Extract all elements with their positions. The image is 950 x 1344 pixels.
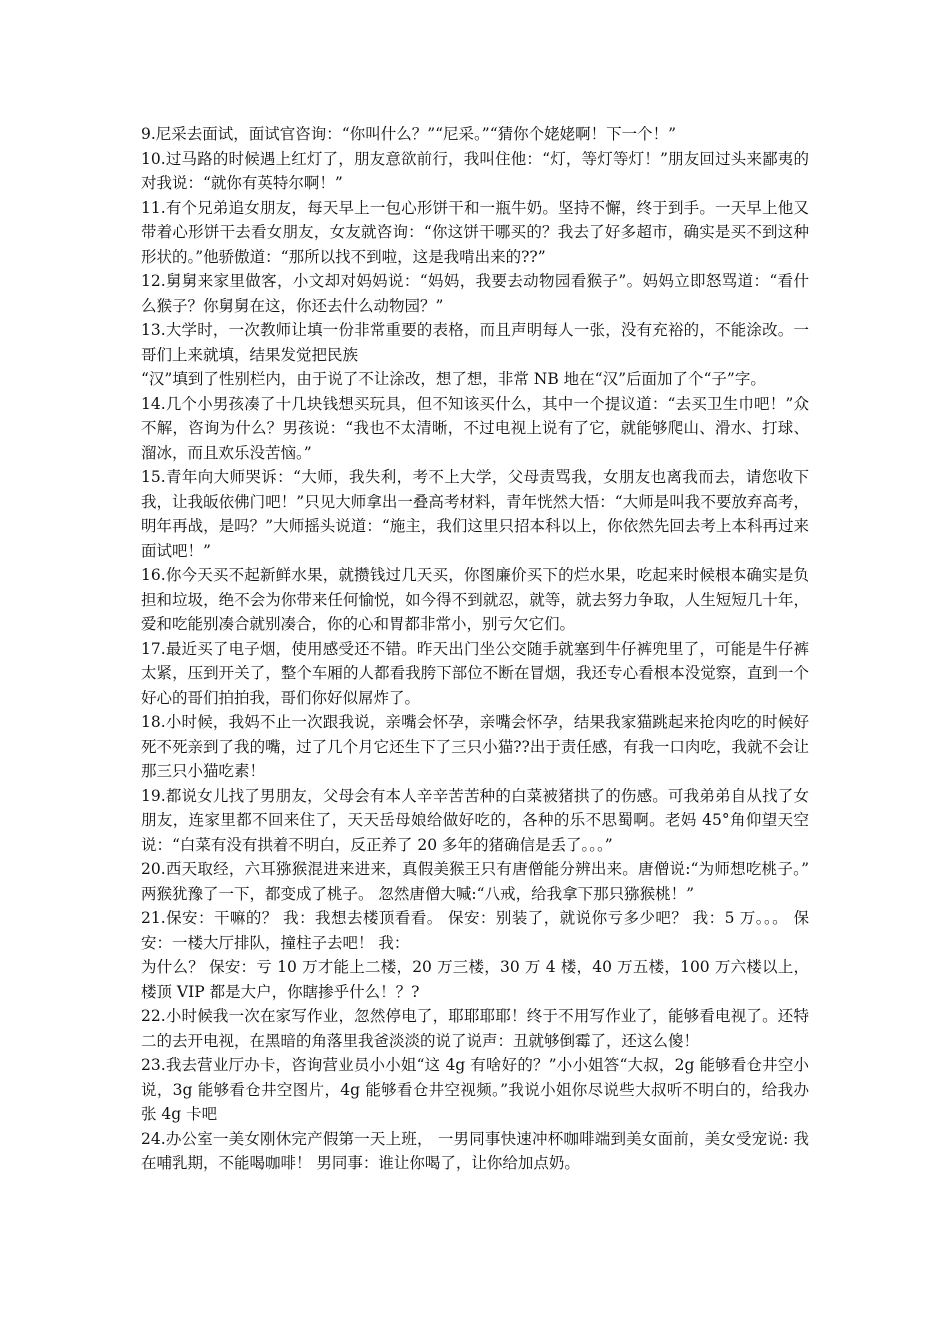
paragraph-17: 17.最近买了电子烟，使用感受还不错。昨天出门坐公交随手就塞到牛仔裤兜里了，可能是牛仔裤太紧，压到开关了，整个车厢的人都看我胯下部位不断在冒烟，我还专心看根本没觉察，直到一个好心的哥们拍拍我，哥们你好似屌炸了。 xyxy=(141,639,809,707)
paragraph-20: 20.西天取经，六耳猕猴混进来进来，真假美猴王只有唐僧能分辨出来。唐僧说:“为师想吃桃子。” 两猴犹豫了一下，都变成了桃子。 忽然唐僧大喊:“八戒，给我拿下那只猕猴桃！” xyxy=(141,860,809,903)
document-body xyxy=(141,122,809,1176)
paragraph-22: 22.小时候我一次在家写作业，忽然停电了，耶耶耶耶！终于不用写作业了，能够看电视了。还特二的去开电视，在黑暗的角落里我爸淡淡的说了说声：丑就够倒霉了，还这么傻！ xyxy=(141,1007,809,1050)
paragraph-15: 15.青年向大师哭诉：“大师，我失利，考不上大学，父母责骂我，女朋友也离我而去，请您收下我，让我皈依佛门吧！”只见大师拿出一叠高考材料，青年恍然大悟：“大师是叫我不要放弃高考，明年再战，是吗？”大师摇头说道：“施主，我们这里只招本科以上，你依然先回去考上本科再过来面试吧！” xyxy=(141,468,809,560)
paragraph-19: 19.都说女儿找了男朋友，父母会有本人辛辛苦苦种的白菜被猪拱了的伤感。可我弟弟自从找了女朋友，连家里都不回来住了，天天岳母娘给做好吃的，各种的乐不思蜀啊。老妈 45°角仰望天空说：“白菜有没有拱着不明白，反正养了 20 多年的猪确信是丢了。。。” xyxy=(141,786,809,854)
paragraph-24: 24.办公室一美女刚休完产假第一天上班， 一男同事快速冲杯咖啡端到美女面前，美女受宠说: 我在哺乳期，不能喝咖啡！ 男同事：谁让你喝了，让你给加点奶。 xyxy=(141,1129,809,1172)
paragraph-21: 21.保安：干嘛的？ 我：我想去楼顶看看。 保安：别装了，就说你亏多少吧？ 我：5 万。。。 保安：一楼大厅排队，撞柱子去吧！ 我： 为什么？ 保安：亏 10 万才能上二楼，20 万三楼，30 万 4 楼，40 万五楼，100 万六楼以上，楼顶 VIP 都是大户，你瞎掺乎什么！？? xyxy=(141,909,809,1001)
paragraph-16: 16.你今天买不起新鲜水果，就攒钱过几天买，你图廉价买下的烂水果，吃起来时候根本确实是负担和垃圾，绝不会为你带来任何愉悦，如今得不到就忍，就等，就去努力争取，人生短短几十年，爱和吃能别凑合就别凑合，你的心和胃都非常小，别亏欠它们。 xyxy=(141,566,809,633)
paragraph-10: 10.过马路的时候遇上红灯了，朋友意欲前行，我叫住他：“灯，等灯等灯！”朋友回过头来鄙夷的对我说：“就你有英特尔啊！” xyxy=(141,149,809,192)
paragraph-14: 14.几个小男孩凑了十几块钱想买玩具，但不知该买什么，其中一个提议道：“去买卫生巾吧！”众不解，咨询为什么？男孩说：“我也不太清晰，不过电视上说有了它，就能够爬山、滑水、打球、溜冰，而且欢乐没苦恼。” xyxy=(141,394,809,462)
paragraph-11: 11.有个兄弟追女朋友，每天早上一包心形饼干和一瓶牛奶。坚持不懈，终于到手。一天早上他又带着心形饼干去看女朋友，女友就咨询：“你这饼干哪买的？我去了好多超市，确实是买不到这种形状的。”他骄傲道：“那所以找不到啦，这是我啃出来的??” xyxy=(141,198,809,266)
paragraph-12: 12.舅舅来家里做客，小文却对妈妈说：“妈妈，我要去动物园看猴子”。妈妈立即怒骂道：“看什么猴子？你舅舅在这，你还去什么动物园？” xyxy=(141,272,809,315)
paragraph-18: 18.小时候，我妈不止一次跟我说，亲嘴会怀孕，亲嘴会怀孕，结果我家猫跳起来抢肉吃的时候好死不死亲到了我的嘴，过了几个月它还生下了三只小猫??出于责任感，有我一口肉吃，我就不会让那三只小猫吃素！ xyxy=(141,713,809,780)
paragraph-23: 23.我去营业厅办卡，咨询营业员小小姐“这 4g 有啥好的？”小小姐答“大叔，2g 能够看仓井空小说，3g 能够看仓井空图片，4g 能够看仓井空视频。”我说小姐你尽说些大叔听不明白的，给我办张 4g 卡吧 xyxy=(141,1056,809,1123)
paragraph-9: 9.尼采去面试，面试官咨询：“你叫什么？”“尼采。”“猜你个姥姥啊！下一个！” xyxy=(141,125,677,143)
paragraph-13: 13.大学时，一次教师让填一份非常重要的表格，而且声明每人一张，没有充裕的，不能涂改。一哥们上来就填，结果发觉把民族 “汉”填到了性别栏内，由于说了不让涂改，想了想，非常 NB 地在“汉”后面加了个“子”字。 xyxy=(141,321,809,388)
